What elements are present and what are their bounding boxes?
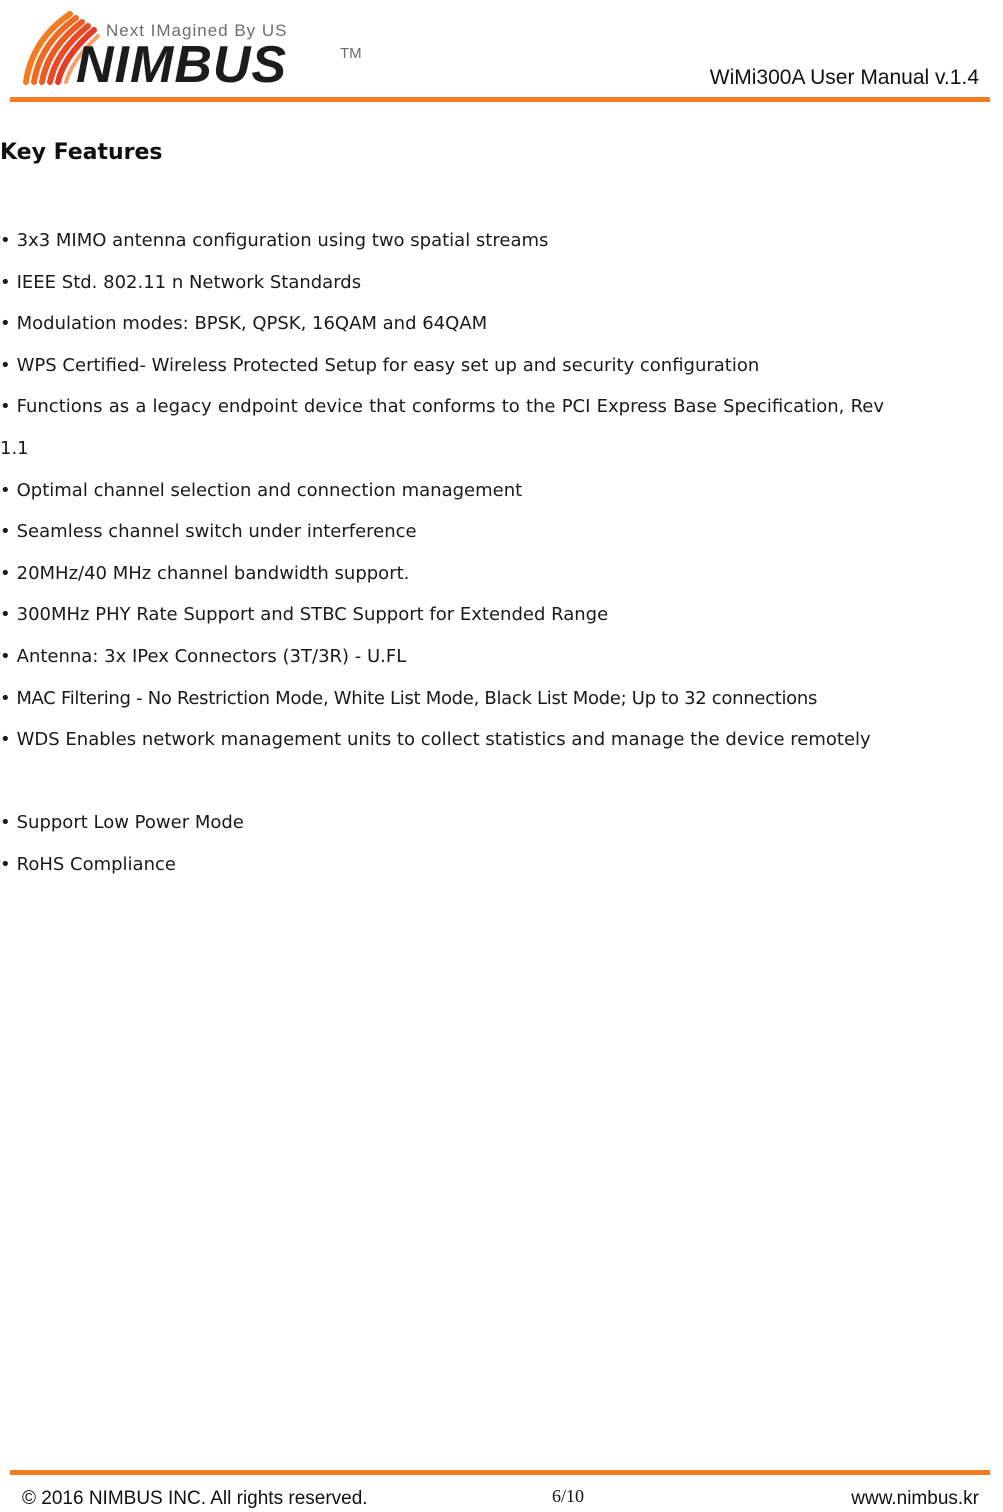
feature-item: • Antenna: 3x IPex Connectors (3T/3R) - U.FL <box>0 636 884 678</box>
feature-item: • IEEE Std. 802.11 n Network Standards <box>0 262 884 304</box>
website-url: www.nimbus.kr <box>851 1488 979 1509</box>
feature-item: • WPS Certified- Wireless Protected Setup for easy set up and security configuration <box>0 345 884 387</box>
feature-item: • 20MHz/40 MHz channel bandwidth support. <box>0 553 884 595</box>
feature-item: • RoHS Compliance <box>0 844 884 886</box>
section-title: Key Features <box>0 140 163 165</box>
copyright-notice: © 2016 NIMBUS INC. All rights reserved. <box>22 1488 368 1509</box>
feature-item: • Modulation modes: BPSK, QPSK, 16QAM and 64QAM <box>0 303 884 345</box>
page-header <box>0 0 1003 106</box>
logo-tm: TM <box>340 45 362 62</box>
feature-item: • Support Low Power Mode <box>0 802 884 844</box>
feature-item: • WDS Enables network management units to collect statistics and manage the device remotely <box>0 719 884 802</box>
logo-brand: NIMBUS <box>76 36 288 92</box>
feature-item: • 300MHz PHY Rate Support and STBC Support for Extended Range <box>0 594 884 636</box>
manual-title: WiMi300A User Manual v.1.4 <box>709 66 979 89</box>
feature-item: • Seamless channel switch under interference <box>0 511 884 553</box>
logo-tagline: Next IMagined By US <box>106 21 288 40</box>
feature-list <box>0 220 884 886</box>
footer-divider <box>10 1470 990 1475</box>
feature-item: • MAC Filtering - No Restriction Mode, White List Mode, Black List Mode; Up to 32 connections <box>0 678 884 720</box>
page-number: 6/10 <box>552 1486 585 1506</box>
header-divider <box>10 97 990 102</box>
nimbus-logo <box>22 0 382 92</box>
feature-item: • Optimal channel selection and connection management <box>0 470 884 512</box>
feature-item: • 3x3 MIMO antenna configuration using two spatial streams <box>0 220 884 262</box>
feature-item: • Functions as a legacy endpoint device that conforms to the PCI Express Base Specification, Rev 1.1 <box>0 386 884 469</box>
